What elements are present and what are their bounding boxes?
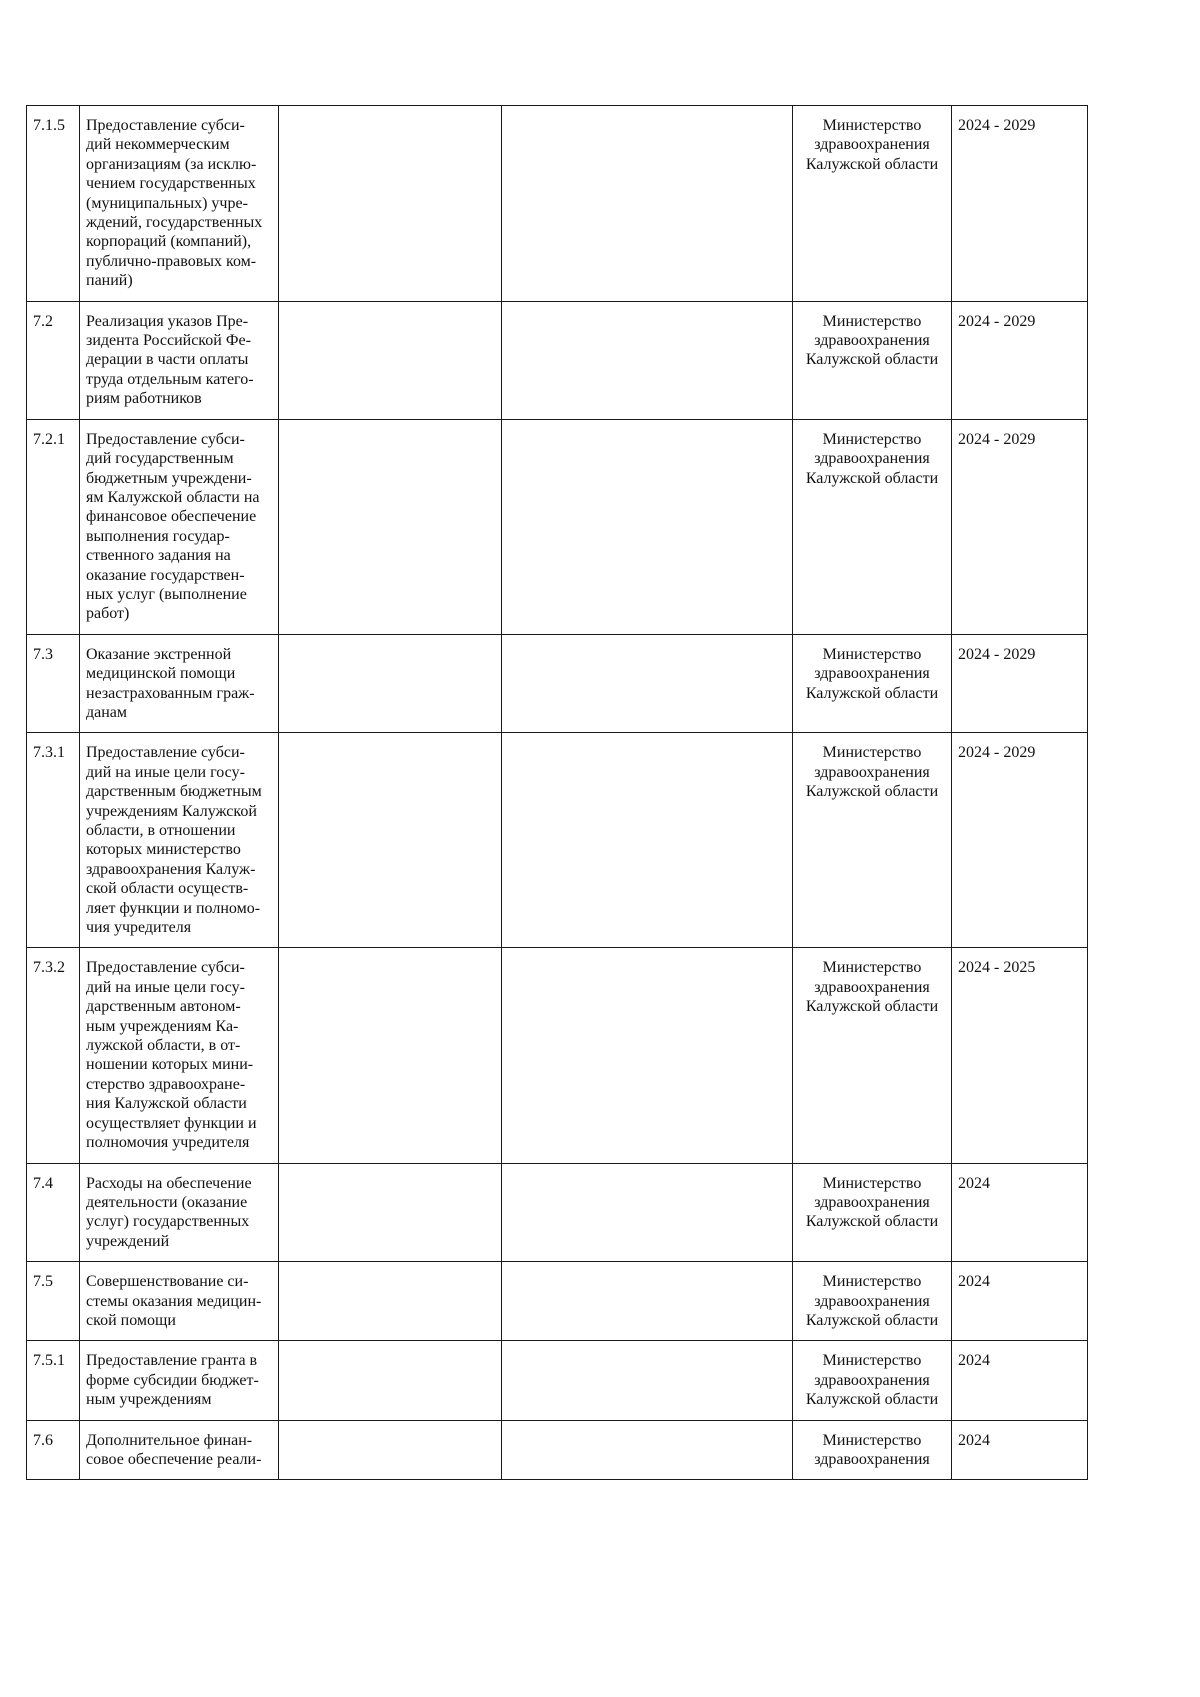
implementation-period-cell xyxy=(952,1163,1088,1262)
responsible-executor: Министерство здравоохранения Калужской области xyxy=(805,1352,939,1409)
measure-name-cell xyxy=(80,634,279,733)
measure-name-cell xyxy=(80,733,279,948)
implementation-period-cell xyxy=(952,1420,1088,1480)
responsible-executor: Министерство здравоохранения Калужской области xyxy=(805,645,939,702)
empty-cell-3-cell xyxy=(279,106,502,302)
empty-cell-4-cell xyxy=(502,1262,793,1341)
item-number-cell xyxy=(27,634,80,733)
implementation-period: 2024 - 2029 xyxy=(958,117,1036,134)
measure-name: Предоставление субси- дий на иные цели госу- дарственным бюджетным учреждениям Калужской области, в отношении которых министерство здравоохранения Калуж- ской области осуществ- ляет функции и полномо- чия учредителя xyxy=(86,744,262,937)
empty-cell-3-cell xyxy=(279,1262,502,1341)
measure-name-cell xyxy=(80,1341,279,1420)
responsible-executor: Министерство здравоохранения Калужской области xyxy=(805,430,939,487)
empty-cell-4-cell xyxy=(502,733,793,948)
responsible-executor-cell xyxy=(793,106,952,302)
empty-cell-4-cell xyxy=(502,634,793,733)
table-row xyxy=(27,1262,1088,1341)
implementation-period-cell xyxy=(952,948,1088,1163)
implementation-period-cell xyxy=(952,1341,1088,1420)
empty-cell-3-cell xyxy=(279,634,502,733)
responsible-executor-cell xyxy=(793,634,952,733)
table-row xyxy=(27,948,1088,1163)
empty-cell-4-cell xyxy=(502,419,793,634)
item-number-cell xyxy=(27,1341,80,1420)
table-row xyxy=(27,301,1088,419)
measure-name-cell xyxy=(80,106,279,302)
table-row xyxy=(27,419,1088,634)
measure-name: Предоставление субси- дий некоммерческим организациям (за исклю- чением государственных (муниципальных) учре- ждений, государственных корпораций (компаний), публично-правовых ком- паний) xyxy=(86,117,263,290)
measure-name: Предоставление гранта в форме субсидии бюджет- ным учреждениям xyxy=(86,1352,259,1409)
empty-cell-4-cell xyxy=(502,301,793,419)
responsible-executor-cell xyxy=(793,1262,952,1341)
measure-name-cell xyxy=(80,419,279,634)
measure-name-cell xyxy=(80,948,279,1163)
table-row xyxy=(27,634,1088,733)
item-number-cell xyxy=(27,948,80,1163)
empty-cell-4-cell xyxy=(502,1341,793,1420)
empty-cell-3-cell xyxy=(279,948,502,1163)
item-number-cell xyxy=(27,106,80,302)
implementation-period: 2024 - 2029 xyxy=(958,744,1036,762)
measure-name: Реализация указов Пре- зидента Российской Фе- дерации в части оплаты труда отдельным катего- риям работников xyxy=(86,312,254,408)
responsible-executor-cell xyxy=(793,733,952,948)
measure-name-cell xyxy=(80,301,279,419)
responsible-executor: Министерство здравоохранения Калужской области xyxy=(805,959,939,1016)
implementation-period-cell xyxy=(952,419,1088,634)
empty-cell-3-cell xyxy=(279,1163,502,1262)
empty-cell-3-cell xyxy=(279,419,502,634)
empty-cell-4-cell xyxy=(502,1163,793,1262)
implementation-period: 2024 - 2029 xyxy=(958,645,1036,663)
item-number-cell xyxy=(27,733,80,948)
responsible-executor: Министерство здравоохранения xyxy=(814,1431,930,1468)
implementation-period: 2024 xyxy=(958,1273,990,1291)
item-number: 7.3.1 xyxy=(33,744,65,762)
item-number: 7.1.5 xyxy=(33,117,65,134)
empty-cell-4-cell xyxy=(502,1420,793,1480)
item-number-cell xyxy=(27,301,80,419)
measure-name: Оказание экстренной медицинской помощи незастрахованным граж- данам xyxy=(86,645,255,721)
table-row xyxy=(27,1420,1088,1480)
table-row xyxy=(27,106,1088,302)
table-row xyxy=(27,1341,1088,1420)
responsible-executor-cell xyxy=(793,1163,952,1262)
measure-name: Предоставление субси- дий государственным бюджетным учреждени- ям Калужской области на финансовое обеспечение выполнения государ- ственного задания на оказание государствен- ных услуг (выполнение работ) xyxy=(86,430,260,623)
table-body xyxy=(27,106,1088,1480)
responsible-executor-cell xyxy=(793,301,952,419)
item-number-cell xyxy=(27,419,80,634)
item-number: 7.3 xyxy=(33,645,53,663)
item-number: 7.2 xyxy=(33,312,53,330)
implementation-period: 2024 - 2025 xyxy=(958,959,1036,977)
item-number-cell xyxy=(27,1163,80,1262)
implementation-period-cell xyxy=(952,1262,1088,1341)
implementation-period-cell xyxy=(952,634,1088,733)
responsible-executor: Министерство здравоохранения Калужской области xyxy=(805,117,939,173)
measure-name: Расходы на обеспечение деятельности (оказание услуг) государственных учреждений xyxy=(86,1174,252,1250)
implementation-period-cell xyxy=(952,106,1088,302)
item-number: 7.3.2 xyxy=(33,959,65,977)
item-number: 7.5 xyxy=(33,1273,53,1291)
responsible-executor: Министерство здравоохранения Калужской области xyxy=(805,1273,939,1329)
implementation-period: 2024 xyxy=(958,1431,990,1449)
empty-cell-4-cell xyxy=(502,106,793,302)
item-number: 7.4 xyxy=(33,1174,53,1192)
table-row xyxy=(27,1163,1088,1262)
empty-cell-3-cell xyxy=(279,733,502,948)
measure-name-cell xyxy=(80,1163,279,1262)
responsible-executor: Министерство здравоохранения Калужской области xyxy=(805,312,939,369)
item-number-cell xyxy=(27,1420,80,1480)
measure-name-cell xyxy=(80,1262,279,1341)
responsible-executor-cell xyxy=(793,948,952,1163)
measures-table xyxy=(26,105,1088,1480)
measure-name: Дополнительное финан- совое обеспечение реали- xyxy=(86,1431,262,1468)
item-number: 7.5.1 xyxy=(33,1352,65,1370)
responsible-executor: Министерство здравоохранения Калужской области xyxy=(805,1174,939,1231)
item-number: 7.6 xyxy=(33,1431,53,1449)
measure-name: Предоставление субси- дий на иные цели госу- дарственным автоном- ным учреждениям Ка- лужской области, в от- ношении которых мини- стерство здравоохране- ния Калужской области осуществляет функции и полномочия учредителя xyxy=(86,959,257,1152)
responsible-executor-cell xyxy=(793,1341,952,1420)
implementation-period-cell xyxy=(952,301,1088,419)
implementation-period: 2024 xyxy=(958,1352,990,1370)
responsible-executor-cell xyxy=(793,419,952,634)
implementation-period-cell xyxy=(952,733,1088,948)
implementation-period: 2024 xyxy=(958,1174,990,1192)
item-number: 7.2.1 xyxy=(33,430,65,448)
empty-cell-3-cell xyxy=(279,1420,502,1480)
item-number-cell xyxy=(27,1262,80,1341)
responsible-executor: Министерство здравоохранения Калужской области xyxy=(805,744,939,801)
measure-name-cell xyxy=(80,1420,279,1480)
table-row xyxy=(27,733,1088,948)
empty-cell-4-cell xyxy=(502,948,793,1163)
empty-cell-3-cell xyxy=(279,1341,502,1420)
empty-cell-3-cell xyxy=(279,301,502,419)
implementation-period: 2024 - 2029 xyxy=(958,430,1036,448)
measure-name: Совершенствование си- стемы оказания медицин- ской помощи xyxy=(86,1273,262,1329)
implementation-period: 2024 - 2029 xyxy=(958,312,1036,330)
responsible-executor-cell xyxy=(793,1420,952,1480)
